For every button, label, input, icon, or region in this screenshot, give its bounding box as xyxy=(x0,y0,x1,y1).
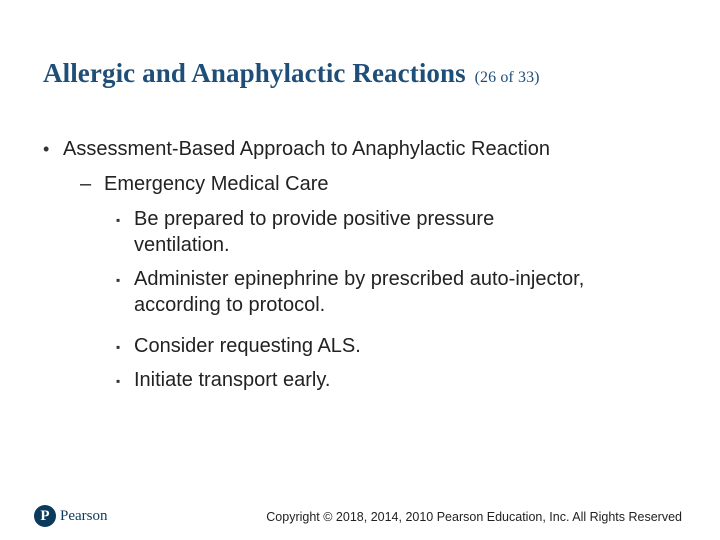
slide-title-text: Allergic and Anaphylactic Reactions xyxy=(43,58,466,88)
bullet-marker-level3: ▪ xyxy=(116,340,121,354)
bullet-item-3-line1: Consider requesting ALS. xyxy=(134,335,361,357)
bullet-item-1-line1: Be prepared to provide positive pressure xyxy=(134,208,495,230)
bullet-item-1-line2: ventilation. xyxy=(134,234,230,256)
slide-counter: (26 of 33) xyxy=(474,69,540,86)
bullet-marker-level1: • xyxy=(43,139,50,159)
bullet-marker-level2: – xyxy=(80,173,92,195)
bullet-level1-text: Assessment-Based Approach to Anaphylactic Reaction xyxy=(63,138,550,160)
bullet-item-2-line2: according to protocol. xyxy=(134,294,326,316)
pearson-logo-wordmark: Pearson xyxy=(60,507,108,524)
pearson-logo xyxy=(34,505,108,527)
slide-title xyxy=(43,58,540,89)
bullet-marker-level3: ▪ xyxy=(116,273,121,287)
bullet-level2-text: Emergency Medical Care xyxy=(104,173,329,195)
bullet-marker-level3: ▪ xyxy=(116,213,121,227)
bullet-marker-level3: ▪ xyxy=(116,374,121,388)
copyright-notice: Copyright © 2018, 2014, 2010 Pearson Education, Inc. All Rights Reserved xyxy=(266,510,682,524)
bullet-item-4-line1: Initiate transport early. xyxy=(134,369,331,391)
bullet-item-2-line1: Administer epinephrine by prescribed auto-injector, xyxy=(134,268,585,290)
pearson-logo-icon: P xyxy=(34,505,56,527)
